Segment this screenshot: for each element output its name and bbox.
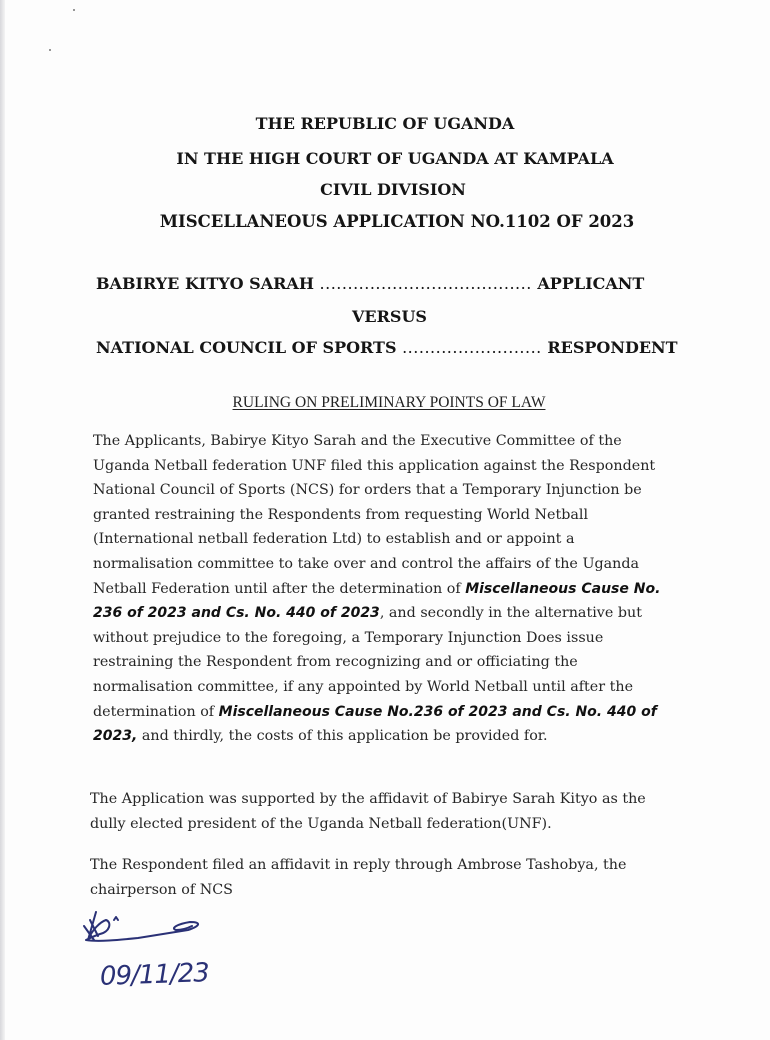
scan-speck	[49, 49, 51, 51]
page-edge-shadow	[0, 0, 5, 1040]
ruling-title-text: RULING ON PRELIMINARY POINTS OF LAW	[232, 394, 546, 411]
text-line: Uganda Netball federation UNF filed this application against the Respondent	[93, 457, 656, 474]
leader-dots: ......................................	[319, 274, 532, 293]
text-run: , and secondly in the alternative but	[379, 605, 642, 622]
applicant-name: BABIRYE KITYO SARAH	[96, 274, 314, 293]
text-line: normalisation committee to take over and control the affairs of the Uganda	[93, 555, 640, 572]
signature-date: 09/11/23	[99, 958, 210, 992]
text-line: chairperson of NCS	[90, 881, 233, 898]
case-reference: 236 of 2023 and Cs. No. 440 of 2023	[93, 605, 380, 622]
text-line: The Application was supported by the affidavit of Babirye Sarah Kityo as the	[90, 791, 646, 807]
versus-label: VERSUS	[352, 307, 427, 326]
text-line: (International netball federation Ltd) to establish and or appoint a	[93, 531, 575, 548]
case-reference: Miscellaneous Cause No.	[465, 580, 661, 597]
case-reference: 2023,	[93, 728, 138, 745]
leader-dots: .........................	[402, 338, 542, 357]
division-heading: CIVIL DIVISION	[320, 180, 466, 199]
text-line: normalisation committee, if any appointed by World Netball until after the	[93, 678, 634, 695]
text-run: determination of	[93, 703, 219, 720]
text-line: restraining the Respondent from recognizing and or officiating the	[93, 654, 578, 671]
paragraph-affidavit-in-reply	[90, 853, 690, 902]
scan-speck	[73, 9, 75, 11]
paragraph-application-summary	[93, 429, 693, 749]
republic-heading: THE REPUBLIC OF UGANDA	[255, 114, 515, 133]
applicant-role: APPLICANT	[537, 274, 645, 293]
text-line	[93, 577, 693, 602]
text-line	[93, 700, 693, 725]
respondent-role: RESPONDENT	[547, 338, 678, 357]
applicant-line	[96, 274, 644, 293]
respondent-name: NATIONAL COUNCIL OF SPORTS	[96, 338, 397, 357]
text-line: National Council of Sports (NCS) for orders that a Temporary Injunction be	[93, 482, 642, 499]
text-run: Netball Federation until after the determination of	[93, 580, 466, 597]
text-line: The Applicants, Babirye Kityo Sarah and the Executive Committee of the	[93, 433, 622, 449]
case-reference: Miscellaneous Cause No.236 of 2023 and Cs. No. 440 of	[218, 703, 657, 720]
text-line: granted restraining the Respondents from requesting World Netball	[93, 506, 589, 523]
signature-stroke	[86, 912, 198, 941]
respondent-line	[96, 338, 678, 357]
text-line: The Respondent filed an affidavit in reply through Ambrose Tashobya, the	[90, 857, 627, 873]
text-line: dully elected president of the Uganda Netball federation(UNF).	[90, 815, 552, 832]
ruling-title	[0, 394, 770, 412]
text-run: and thirdly, the costs of this application be provided for.	[137, 728, 548, 745]
court-heading: IN THE HIGH COURT OF UGANDA AT KAMPALA	[176, 149, 614, 168]
text-line	[93, 724, 693, 749]
text-line: without prejudice to the foregoing, a Temporary Injunction Does issue	[93, 629, 604, 646]
text-line	[93, 601, 693, 626]
application-number-heading: MISCELLANEOUS APPLICATION NO.1102 OF 2023	[159, 212, 635, 231]
paragraph-supporting-affidavit	[90, 787, 690, 836]
signature-mark	[114, 917, 118, 920]
